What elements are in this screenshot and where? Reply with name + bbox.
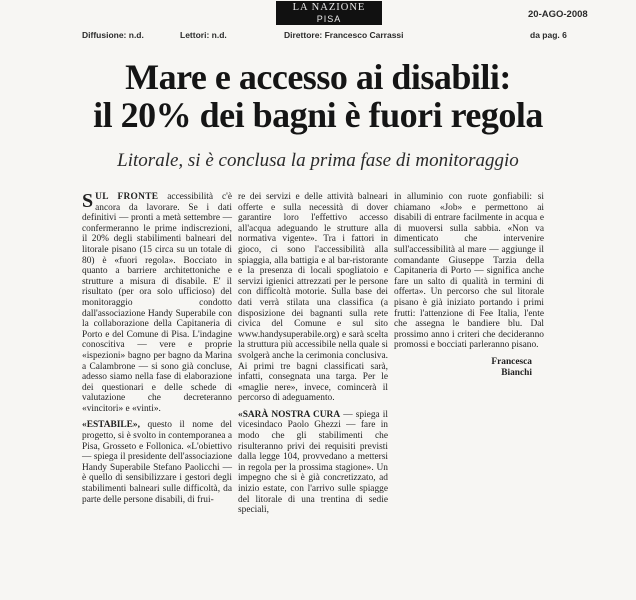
page-margin: [0, 530, 636, 600]
newspaper-masthead: [0, 0, 636, 44]
lettori-label: Lettori: n.d.: [180, 30, 227, 40]
director-label: Direttore: Francesco Carrassi: [284, 30, 404, 40]
newspaper-logo: [276, 1, 382, 25]
headline-line-2: il 20% dei bagni è fuori regola: [93, 95, 543, 135]
newspaper-name: LA NAZIONE: [292, 2, 366, 13]
column-2-paragraph-2: [238, 410, 388, 516]
lead-in: UL FRONTE: [95, 192, 159, 202]
column-1-paragraph-1: [82, 192, 232, 414]
column-2-text-2: — spiega il vicesindaco Paolo Ghezzi — fare in modo che gli stabilimenti che risulteranno privi dei requisiti previsti dalla legge 104, provvedano a mettersi in regola per la prossima stagione». Un impegno che si è già concretizzato, ad inizio estate, con l'arrivo sulle spiagge del litorale di una trentina di sedie speciali,: [238, 409, 388, 516]
headline-line-1: Mare e accesso ai disabili:: [125, 57, 511, 97]
section-lead-sara-nostra-cura: «SARÀ NOSTRA CURA: [238, 409, 341, 420]
author-byline: [394, 357, 544, 378]
section-lead-estabile: «ESTABILE»,: [82, 420, 140, 431]
newspaper-edition: PISA: [316, 14, 342, 24]
diffusione-label: Diffusione: n.d.: [82, 30, 144, 40]
author-last-name: Bianchi: [501, 367, 532, 378]
column-1-text-1: accessibilità c'è ancora da lavorare. Se i dati definitivi — pronti a metà settembre — confermeranno le prime indiscrezioni, il 20% degli stabilimenti balneari del litorale pisano (15 circa su un totale di 80) è «fuori regola». Bocciato in quanto a barriere architettoniche e strutture a misura di disabile. E' il risultato (per ora solo ufficioso) del monitoraggio condotto dall'associazione Handy Superabile con la collaborazione della Capitaneria di Porto e del Comune di Pisa. L'indagine conoscitiva — vere e proprie «ispezioni» bagno per bagno da Marina a Calambrone — si sono già concluse, adesso siamo nella fase di elaborazione dei questionari e delle schede di valutazione che decreteranno «vincitori» e «vinti».: [82, 192, 232, 414]
publication-date: 20-AGO-2008: [528, 9, 588, 20]
article-column-2: [238, 192, 388, 522]
column-2-paragraph-1: re dei servizi e delle attività balneari offerte e sulla necessità di dover garantire loro l'effettivo accesso all'acqua adeguando le strutture alla normativa vigente». Tra i fattori in gioco, ci sono l'accessibilità alla spiaggia, alla battigia e al bar-ristorante e la presenza di locali spogliatoio e servizi igienici attrezzati per le persone con difficoltà motorie. Sulla base dei dati verrà stilata una classifica (a disposizione dei bagnanti sulla rete civica del Comune e sul sito www.handysuperabile.org) e sarà scelta la struttura più accessibile nella quale si svolgerà anche la cerimonia conclusiva. Ai primi tre bagni classificati sarà, infatti, consegnata una targa. Per le «maglie nere», invece, comincerà il percorso di adeguamento.: [238, 192, 388, 404]
article-headline: [20, 58, 616, 134]
drop-cap: S: [82, 190, 94, 212]
column-1-text-2: questo il nome del progetto, si è svolto in contemporanea a Pisa, Grosseto e Follonica. «L'obiettivo — spiega il presidente dell'associazione Handy Superabile Stefano Paolicchi — è quello di sensibilizzare i gestori degli stabilimenti balneari sulle difficoltà, da parte delle persone disabili, di frui-: [82, 420, 233, 505]
author-first-name: Francesca: [491, 356, 532, 367]
page-reference: da pag. 6: [530, 30, 567, 40]
column-3-paragraph-1: in alluminio con ruote gonfiabili: si chiamano «Job» e permettono ai disabili di entrare facilmente in acqua e di muoversi sulla sabbia. «Non va dimenticato che intervenire sull'accessibilità al mare — aggiunge il comandante Giuseppe Tarzia della Capitaneria di Porto — significa anche fare un salto di qualità in termini di offerta». Un percorso che sul litorale pisano è già iniziato portando i primi frutti: l'attenzione di Fee Italia, l'ente che assegna le bandiere blu. Dal prossimo anno i criteri che decideranno promossi e bocciati parleranno pisano.: [394, 192, 544, 351]
article-subheadline: Litorale, si è conclusa la prima fase di monitoraggio: [117, 150, 519, 171]
column-1-paragraph-2: [82, 420, 232, 505]
article-column-3: [394, 192, 544, 378]
article-column-1: [82, 192, 232, 511]
